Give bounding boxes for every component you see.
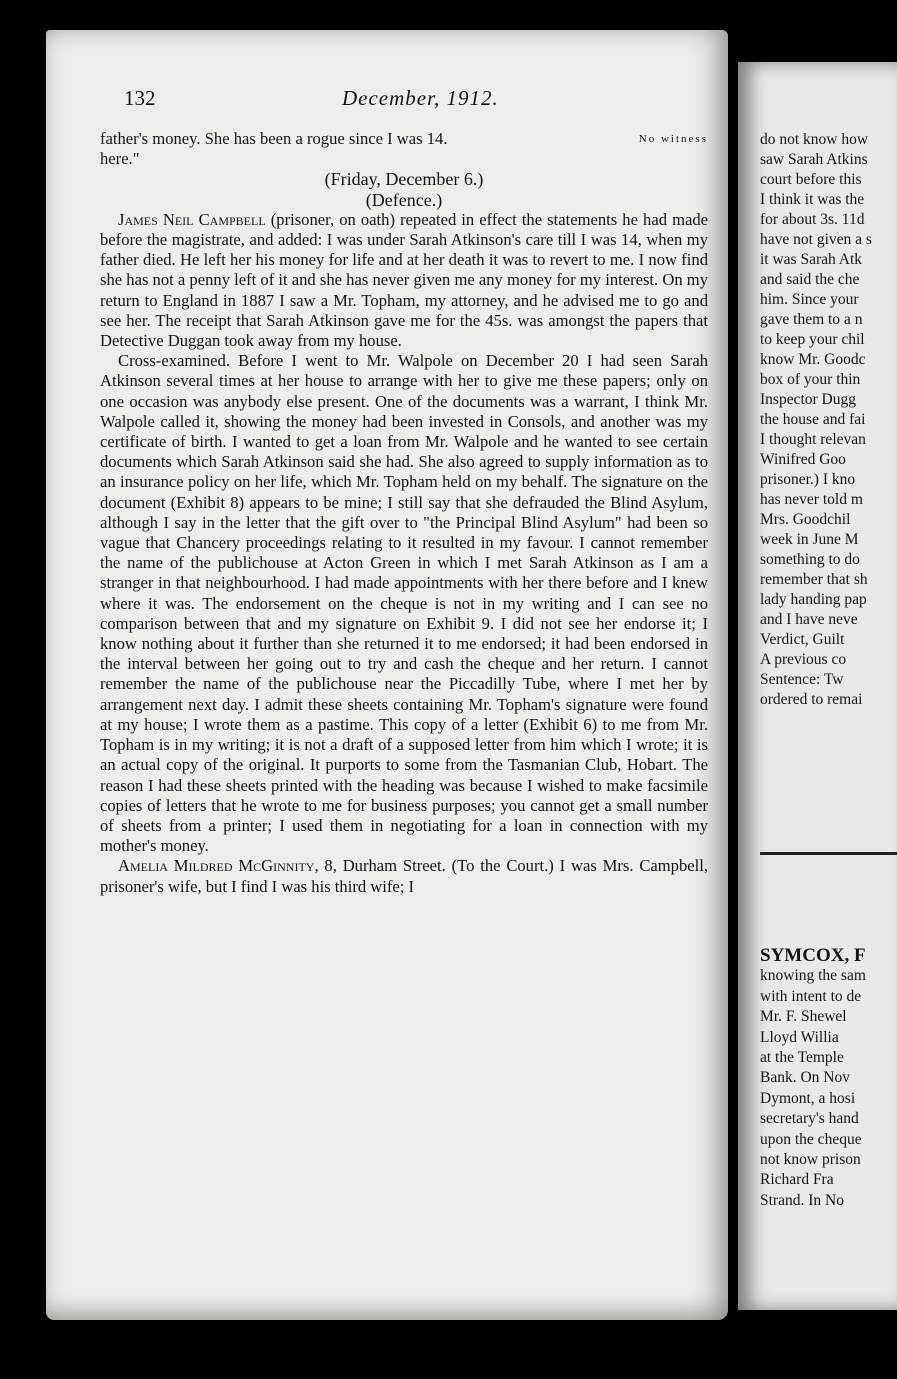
case-heading: SYMCOX, F: [760, 945, 866, 966]
section-heading: (Defence.): [365, 189, 443, 210]
line-1: father's money. She has been a rogue since I was 14. No witness: [100, 129, 708, 148]
right-page-text-bottom: SYMCOX, F knowing the sam with intent to de Mr. F. Shewel Lloyd Willia at the Temple Bank. On Nov Dymont, a hosi secretary's hand upon the cheque not know prison Richard Fra Strand. In No: [760, 946, 897, 1211]
witness-name-2: Amelia Mildred McGinnity: [118, 856, 315, 876]
witness-name: James Neil Campbell: [118, 209, 266, 229]
section-divider: [760, 852, 897, 855]
paragraph-cross-examined: Cross-examined. Before I went to Mr. Walpole on December 20 I had seen Sarah Atkinson several times at her house to arrange with her to give me these papers; only on one occasion was anybody else present. One of the documents was a warrant, I think Mr. Walpole called it, showing the money had been invested in Consols, and another was my certificate of birth. I wanted to get a loan from Mr. Walpole and he wanted to see certain documents which Sarah Atkinson said she had. She also agreed to supply information as to an insurance policy on her life, which Mr. Topham held on my behalf. The signature on the document (Exhibit 8) appears to be mine; I still say that she defrauded the Blind Asylum, although I say in the letter that the gift over to "the Principal Blind Asylum" had been so vague that Chancery proceedings relating to it resulted in my favour. I cannot remember the name of the publichouse at Acton Green in which I met Sarah Atkinson as I am a stranger in that neighbourhood. I had made appointments with her there before and I knew where it was. The endorsement on the cheque is not in my writing and I can see no comparison between that and my signature on Exhibit 9. I did not see her endorse it; I know nothing about it further than she returned it to me endorsed; it had been endorsed in the interval between her going out to try and cash the cheque and her return. I cannot remember the name of the publichouse near the Piccadilly Tube, where I met her by arrangement next day. I admit these sheets containing Mr. Topham's signature were found at my house; I wrote them as a pastime. This copy of a letter (Exhibit 6) to me from Mr. Topham is in my writing; it is not a draft of a supposed letter from him which I wrote; it is an actual copy of the original. It purports to some from the Tasmanian Club, Hobart. The reason I had these sheets printed with the heading was because I wished to make facsimile copies of letters that he wrote to me for business purposes; you cannot get a small number of sheets from a printer; I used them in negotiating for a loan in connection with my mother's money.: [100, 351, 708, 856]
running-header: December, 1912.: [342, 86, 499, 110]
right-page-text-top: do not know how saw Sarah Atkins court before this I think it was the for about 3s. 11d have not given a s it was Sarah Atk and said the che him. Since your gave them to a n to keep your chil know Mr. Goodc box of your thin Inspector Dugg the house and fai I thought relevan Winifred Goo prisoner.) I kno has never told m Mrs. Goodchil week in June M something to do remember that sh lady handing pap and I have neve Verdict, Guilt A previous co Sentence: Tw ordered to remai: [760, 131, 872, 708]
text-column: [100, 129, 708, 897]
book-page-right: [738, 62, 897, 1310]
paragraph-witness-2: Amelia Mildred McGinnity, 8, Durham Street. (To the Court.) I was Mrs. Campbell, prisoner's wife, but I find I was his third wife; I: [100, 856, 708, 896]
page-number: 132: [124, 86, 156, 110]
paragraph-testimony: James Neil Campbell (prisoner, on oath) repeated in effect the statements he had made before the magistrate, and added: I was under Sarah Atkinson's care till I was 14, when my father died. He left her his money for life and at her death it was to revert to me. I now find she has not a penny left of it and she has never given me any money for my interest. On my return to England in 1887 I saw a Mr. Topham, my attorney, and he advised me to go and see her. The receipt that Sarah Atkinson gave me for the 45s. was amongst the papers that Detective Duggan took away from my house.: [100, 209, 708, 351]
date-heading: (Friday, December 6.): [324, 169, 484, 190]
line-2: here.": [100, 149, 140, 169]
